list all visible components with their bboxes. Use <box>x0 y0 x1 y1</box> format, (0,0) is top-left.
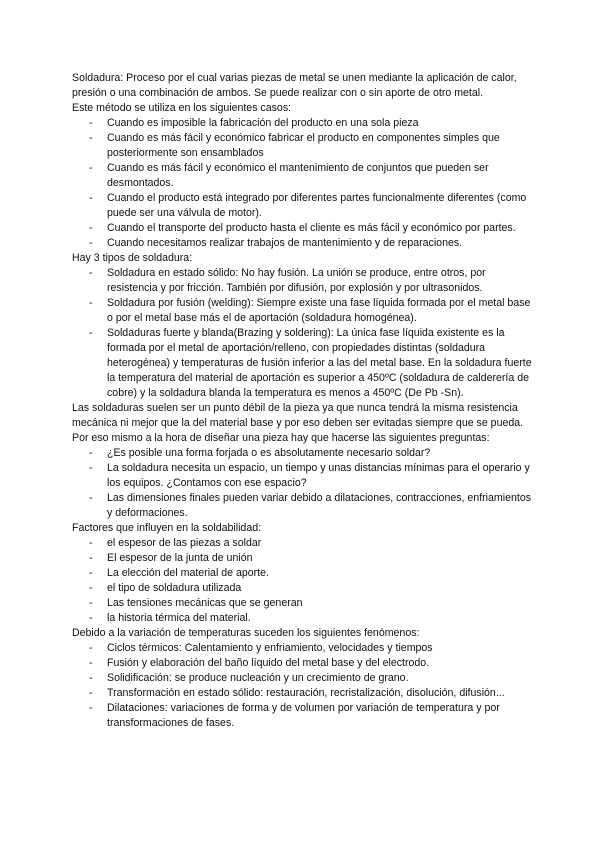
list-item-text: Las tensiones mecánicas que se generan <box>107 597 303 609</box>
list-item <box>72 656 532 671</box>
questions-list <box>72 446 532 521</box>
list-item-text: ¿Es posible una forma forjada o es absolutamente necesario soldar? <box>107 447 431 459</box>
bullet-dash: - <box>89 672 93 684</box>
list-item <box>72 491 532 521</box>
list-item-text: Soldadura en estado sólido: No hay fusión. La unión se produce, entre otros, por resistencia y por fricción. También por difusión, por explosión y por ultrasonidos. <box>107 267 486 294</box>
bullet-dash: - <box>89 687 93 699</box>
list-item <box>72 551 532 566</box>
bullet-dash: - <box>89 492 93 504</box>
list-item-text: Cuando es más fácil y económico fabricar el producto en componentes simples que posteriormente son ensamblados <box>107 132 500 159</box>
cases-heading: Este método se utiliza en los siguientes casos: <box>72 102 292 114</box>
list-item-text: Soldaduras fuerte y blanda(Brazing y soldering): La única fase líquida existente es la formada por el metal de aportación/relleno, con propiedades distintas (soldadura heterogénea) y temperaturas de fusión inferior a las del metal base. En la soldadura fuerte la temperatura del material de aportación es superior a 450ºC (soldadura de calderería de cobre) y la soldadura blanda la temperatura es menos a 450ºC (De Pb -Sn). <box>107 327 532 399</box>
list-item <box>72 266 532 296</box>
list-item-text: Soldadura por fusión (welding): Siempre existe una fase líquida formada por el metal base o por el metal base más el de aportación (soldadura homogénea). <box>107 297 531 324</box>
bullet-dash: - <box>89 567 93 579</box>
list-item-text: el espesor de las piezas a soldar <box>107 537 262 549</box>
list-item <box>72 236 532 251</box>
list-item-text: Cuando el transporte del producto hasta el cliente es más fácil y económico por partes. <box>107 222 516 234</box>
bullet-dash: - <box>89 447 93 459</box>
list-item-text: La elección del material de aporte. <box>107 567 269 579</box>
bullet-dash: - <box>89 582 93 594</box>
list-item-text: Ciclos térmicos: Calentamiento y enfriamiento, velocidades y tiempos <box>107 642 433 654</box>
list-item-text: Cuando el producto está integrado por diferentes partes funcionalmente diferentes (como puede ser una válvula de motor). <box>107 192 527 219</box>
list-item <box>72 536 532 551</box>
factors-list <box>72 536 532 626</box>
list-item-text: La soldadura necesita un espacio, un tiempo y unas distancias mínimas para el operario y los equipos. ¿Contamos con ese espacio? <box>107 462 530 489</box>
list-item <box>72 641 532 656</box>
list-item <box>72 566 532 581</box>
list-item <box>72 686 532 701</box>
bullet-dash: - <box>89 132 93 144</box>
list-item <box>72 326 532 401</box>
list-item <box>72 296 532 326</box>
list-item <box>72 701 532 731</box>
bullet-dash: - <box>89 702 93 714</box>
types-heading: Hay 3 tipos de soldadura: <box>72 252 193 264</box>
bullet-dash: - <box>89 327 93 339</box>
bullet-dash: - <box>89 657 93 669</box>
intro-paragraph: Soldadura: Proceso por el cual varias piezas de metal se unen mediante la aplicación de calor, presión o una combinación de ambos. Se puede realizar con o sin aporte de otro metal. <box>72 72 517 99</box>
list-item-text: la historia térmica del material. <box>107 612 251 624</box>
list-item-text: Cuando es imposible la fabricación del producto en una sola pieza <box>107 117 419 129</box>
weak-point-paragraph: Las soldaduras suelen ser un punto débil de la pieza ya que nunca tendrá la misma resistencia mecánica ni mejor que la del material base y por eso deben ser evitadas siempre que se pueda. Por eso mismo a la hora de diseñar una pieza hay que hacerse las siguientes preguntas: <box>72 402 524 444</box>
phenomena-heading: Debido a la variación de temperaturas suceden los siguientes fenómenos: <box>72 627 420 639</box>
list-item <box>72 446 532 461</box>
bullet-dash: - <box>89 222 93 234</box>
bullet-dash: - <box>89 642 93 654</box>
list-item <box>72 581 532 596</box>
list-item <box>72 161 532 191</box>
factors-heading: Factores que influyen en la soldabilidad: <box>72 522 262 534</box>
list-item <box>72 611 532 626</box>
list-item <box>72 671 532 686</box>
bullet-dash: - <box>89 117 93 129</box>
list-item <box>72 191 532 221</box>
list-item-text: Cuando necesitamos realizar trabajos de mantenimiento y de reparaciones. <box>107 237 463 249</box>
document-body <box>72 71 532 731</box>
bullet-dash: - <box>89 297 93 309</box>
list-item-text: el tipo de soldadura utilizada <box>107 582 242 594</box>
types-list <box>72 266 532 401</box>
phenomena-list <box>72 641 532 731</box>
bullet-dash: - <box>89 162 93 174</box>
bullet-dash: - <box>89 192 93 204</box>
list-item <box>72 116 532 131</box>
list-item-text: Cuando es más fácil y económico el mantenimiento de conjuntos que pueden ser desmontados. <box>107 162 489 189</box>
list-item-text: Dilataciones: variaciones de forma y de volumen por variación de temperatura y por transformaciones de fases. <box>107 702 500 729</box>
bullet-dash: - <box>89 597 93 609</box>
bullet-dash: - <box>89 552 93 564</box>
list-item-text: Las dimensiones finales pueden variar debido a dilataciones, contracciones, enfriamientos y deformaciones. <box>107 492 532 519</box>
list-item <box>72 596 532 611</box>
list-item <box>72 461 532 491</box>
list-item-text: Transformación en estado sólido: restauración, recristalización, disolución, difusión... <box>107 687 505 699</box>
list-item-text: El espesor de la junta de unión <box>107 552 253 564</box>
bullet-dash: - <box>89 462 93 474</box>
bullet-dash: - <box>89 237 93 249</box>
list-item-text: Fusión y elaboración del baño líquido del metal base y del electrodo. <box>107 657 430 669</box>
list-item <box>72 221 532 236</box>
bullet-dash: - <box>89 612 93 624</box>
cases-list <box>72 116 532 251</box>
bullet-dash: - <box>89 537 93 549</box>
bullet-dash: - <box>89 267 93 279</box>
list-item <box>72 131 532 161</box>
list-item-text: Solidificación: se produce nucleación y un crecimiento de grano. <box>107 672 409 684</box>
